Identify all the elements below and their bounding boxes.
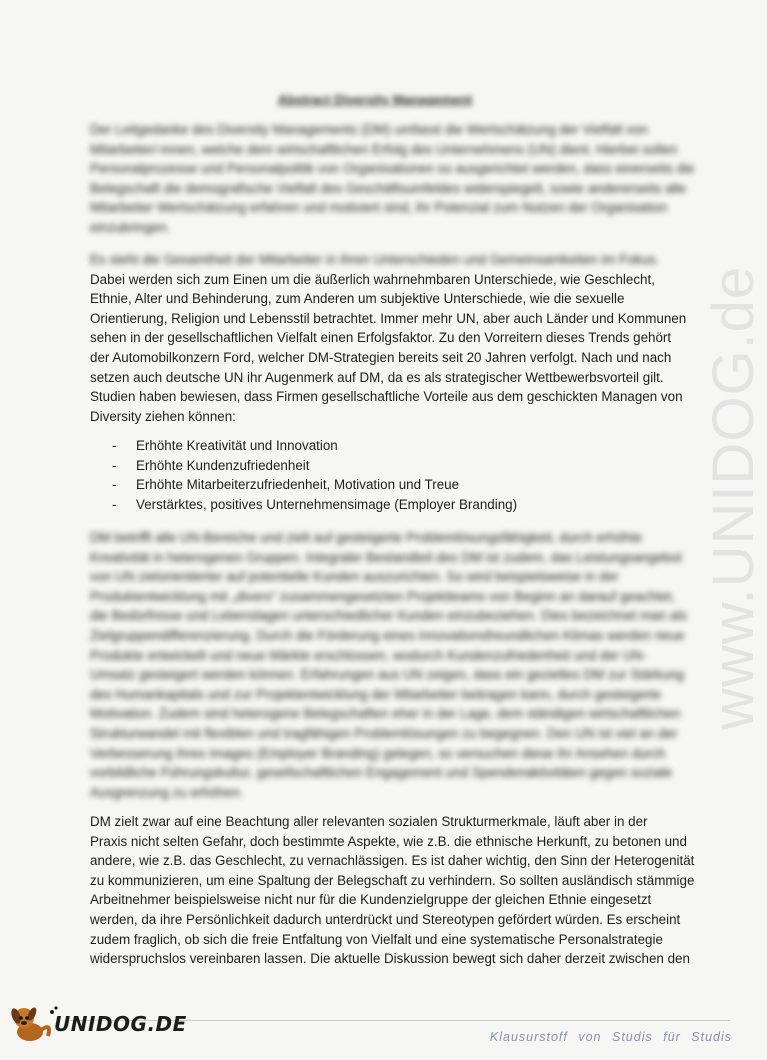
paragraph-line: zudem fraglich, ob sich die freie Entfaltung von Vielfalt und eine systematische Personalstrategie [90,931,663,947]
paragraph-line: Orientierung, Religion und Lebensstil betrachtet. Immer mehr UN, aber auch Länder und Kommunen [90,310,687,326]
paragraph-line: setzen auch deutsche UN ihr Augenmerk auf DM, da es als strategischer Wettbewerbsvorteil gilt. [90,369,664,385]
list-item-text: Erhöhte Mitarbeiterzufriedenheit, Motivation und Treue [136,477,460,493]
paragraph-line: von UN zielorientierter auf potentielle Kunden auszurichten. So wird beispielsweise in der [90,569,619,585]
paragraph-line: Umsatz gesteigert werden können. Erfahrungen aus UN zeigen, dass ein gezieltes DM zur Stärkung [90,667,684,683]
paragraph-line: Verbesserung ihres Images (Employer Branding) gelegen, so versuchen diese ihr Ansehen durch [90,745,666,761]
bullet-marker: - [112,477,117,493]
document-title: Abstract Diversity Management [277,92,473,107]
paragraph-line: Belegschaft die demografische Vielfalt des Geschäftsumfeldes widerspiegelt, sowie andererseits alle [90,180,686,196]
dog-mascot-icon [8,1002,58,1046]
paragraph-line: DM zielt zwar auf eine Beachtung aller relevanten sozialen Strukturmerkmale, läuft aber in der [90,814,648,829]
paragraph-line: des Humankapitals und zur Projektentwicklung der Mitarbeiter beitragen kann, durch gesteigerte [90,686,661,702]
paragraph-line: sehen in der gesellschaftlichen Vielfalt einen Erfolgsfaktor. Zu den Vorreitern dieses Trends gehört [90,330,672,346]
paragraph-line: Es steht die Gesamtheit der Mitarbeiter in ihren Unterschieden und Gemeinsamkeiten im Fokus. [90,252,660,267]
paragraph-line: zu kommunizieren, um eine Spaltung der Belegschaft zu verhindern. So sollten ausländisch stämmige [90,872,695,888]
paragraph-line: Personalprozesse und Personalpolitik von Organisationen so ausgerichtet werden, dass einerseits die [90,161,695,177]
logo-text: UNIDOG.DE [54,1012,187,1036]
paragraph-line: Ausgrenzung zu erhöhen. [90,784,244,800]
paragraph-line: Studien haben bewiesen, dass Firmen gesellschaftliche Vorteile aus dem geschickten Managen von [90,389,683,405]
paragraph-line: werden, da ihre Persönlichkeit dadurch unterdrückt und Stereotypen gefördert würden. Es erscheint [90,911,681,927]
list-item [90,495,658,515]
paragraph-2 [90,250,687,426]
paragraph-line: widerspruchslos vereinbaren lassen. Die aktuelle Diskussion bewegt sich daher derzeit zwischen den [90,951,690,967]
paragraph-line: Praxis nicht selten Gefahr, doch bestimmte Aspekte, wie z.B. die ethnische Herkunft, zu betonen und [90,833,687,849]
paragraph-line: Mitarbeiter/-innen, welche dem wirtschaftlichen Erfolg des Unternehmens (UN) dient. Hierbei sollen [90,141,678,157]
paragraph-line: Mitarbeiter Wertschätzung erfahren und motiviert sind, ihr Potenzial zum Nutzen der Organisation [90,200,668,216]
bullet-marker: - [112,438,117,453]
paragraph-line: DM betrifft alle UN-Bereiche und zielt auf gesteigerte Problemlösungsfähigkeit, durch erhöhte [90,530,643,545]
watermark: www.UNIDOG.de [701,265,766,730]
paragraph-line: Arbeitnehmer beispielsweise nicht nur für die Kundenzielgruppe der gleichen Ethnie eingesetzt [90,892,652,908]
paragraph-line: vorbildliche Führungskultur, gesellschaftlichen Engagement und Spendenaktivitäten gegen soziale [90,765,673,781]
list-item-text: Verstärktes, positives Unternehmensimage (Employer Branding) [136,496,518,512]
paragraph-line: Kreativität in heterogenen Gruppen. Integraler Bestandteil des DM ist zudem, das Leistungsangebot [90,549,682,565]
footer-tagline: Klausurstoff von Studis für Studis [489,1030,732,1044]
list-item [90,456,658,476]
bullet-marker: - [112,457,117,473]
unidog-logo [8,1002,187,1046]
list-item [90,475,658,495]
list-item-text: Erhöhte Kreativität und Innovation [136,438,338,453]
paragraph-3 [90,528,688,802]
paragraph-line: Zielgruppendifferenzierung. Durch die Förderung eines innovationsfreundlichen Klimas werden neue [90,627,685,643]
paragraph-line: Produktentwicklung mit „divers“ zusammengesetzten Projektteams von Beginn an darauf geachtet, [90,588,676,604]
paragraph-line: Strukturwandel mit flexiblen und tragfähigen Problemlösungen zu begegnen. Den UN ist viel an der [90,725,678,741]
paragraph-line: andere, wie z.B. das Geschlecht, zu vernachlässigen. Es ist daher wichtig, den Sinn der Heterogenität [90,853,695,869]
list-item [90,436,658,456]
paragraph-line: Dabei werden sich zum Einen um die äußerlich wahrnehmbaren Unterschiede, wie Geschlecht, [90,271,655,287]
paragraph-line: Der Leitgedanke des Diversity Managements (DM) umfasst die Wertschätzung der Vielfalt von [90,122,648,137]
paragraph-1 [90,120,695,238]
paragraph-line: die Bedürfnisse und Lebenslagen unterschiedlicher Kunden einzubeziehen. Dies bezeichnet man als [90,608,688,624]
bullet-marker: - [112,496,117,512]
paragraph-line: Motivation. Zudem sind heterogene Belegschaften eher in der Lage, dem ständigen wirtschaftlichen [90,706,681,722]
list-item-text: Erhöhte Kundenzufriedenheit [136,457,310,473]
paragraph-line: Ethnie, Alter und Behinderung, zum Anderen um subjektive Unterschiede, wie die sexuelle [90,291,625,307]
paragraph-line: einzubringen. [90,219,171,235]
paragraph-line: Produkte entwickelt und neue Märkte erschlossen, wodurch Kundenzufriedenheit und der UN- [90,647,647,663]
paragraph-line: Diversity ziehen können: [90,408,236,424]
paragraph-4 [90,812,695,969]
paragraph-line: der Automobilkonzern Ford, welcher DM-Strategien bereits seit 20 Jahren verfolgt. Nach und nach [90,349,672,365]
benefits-list [90,436,658,514]
